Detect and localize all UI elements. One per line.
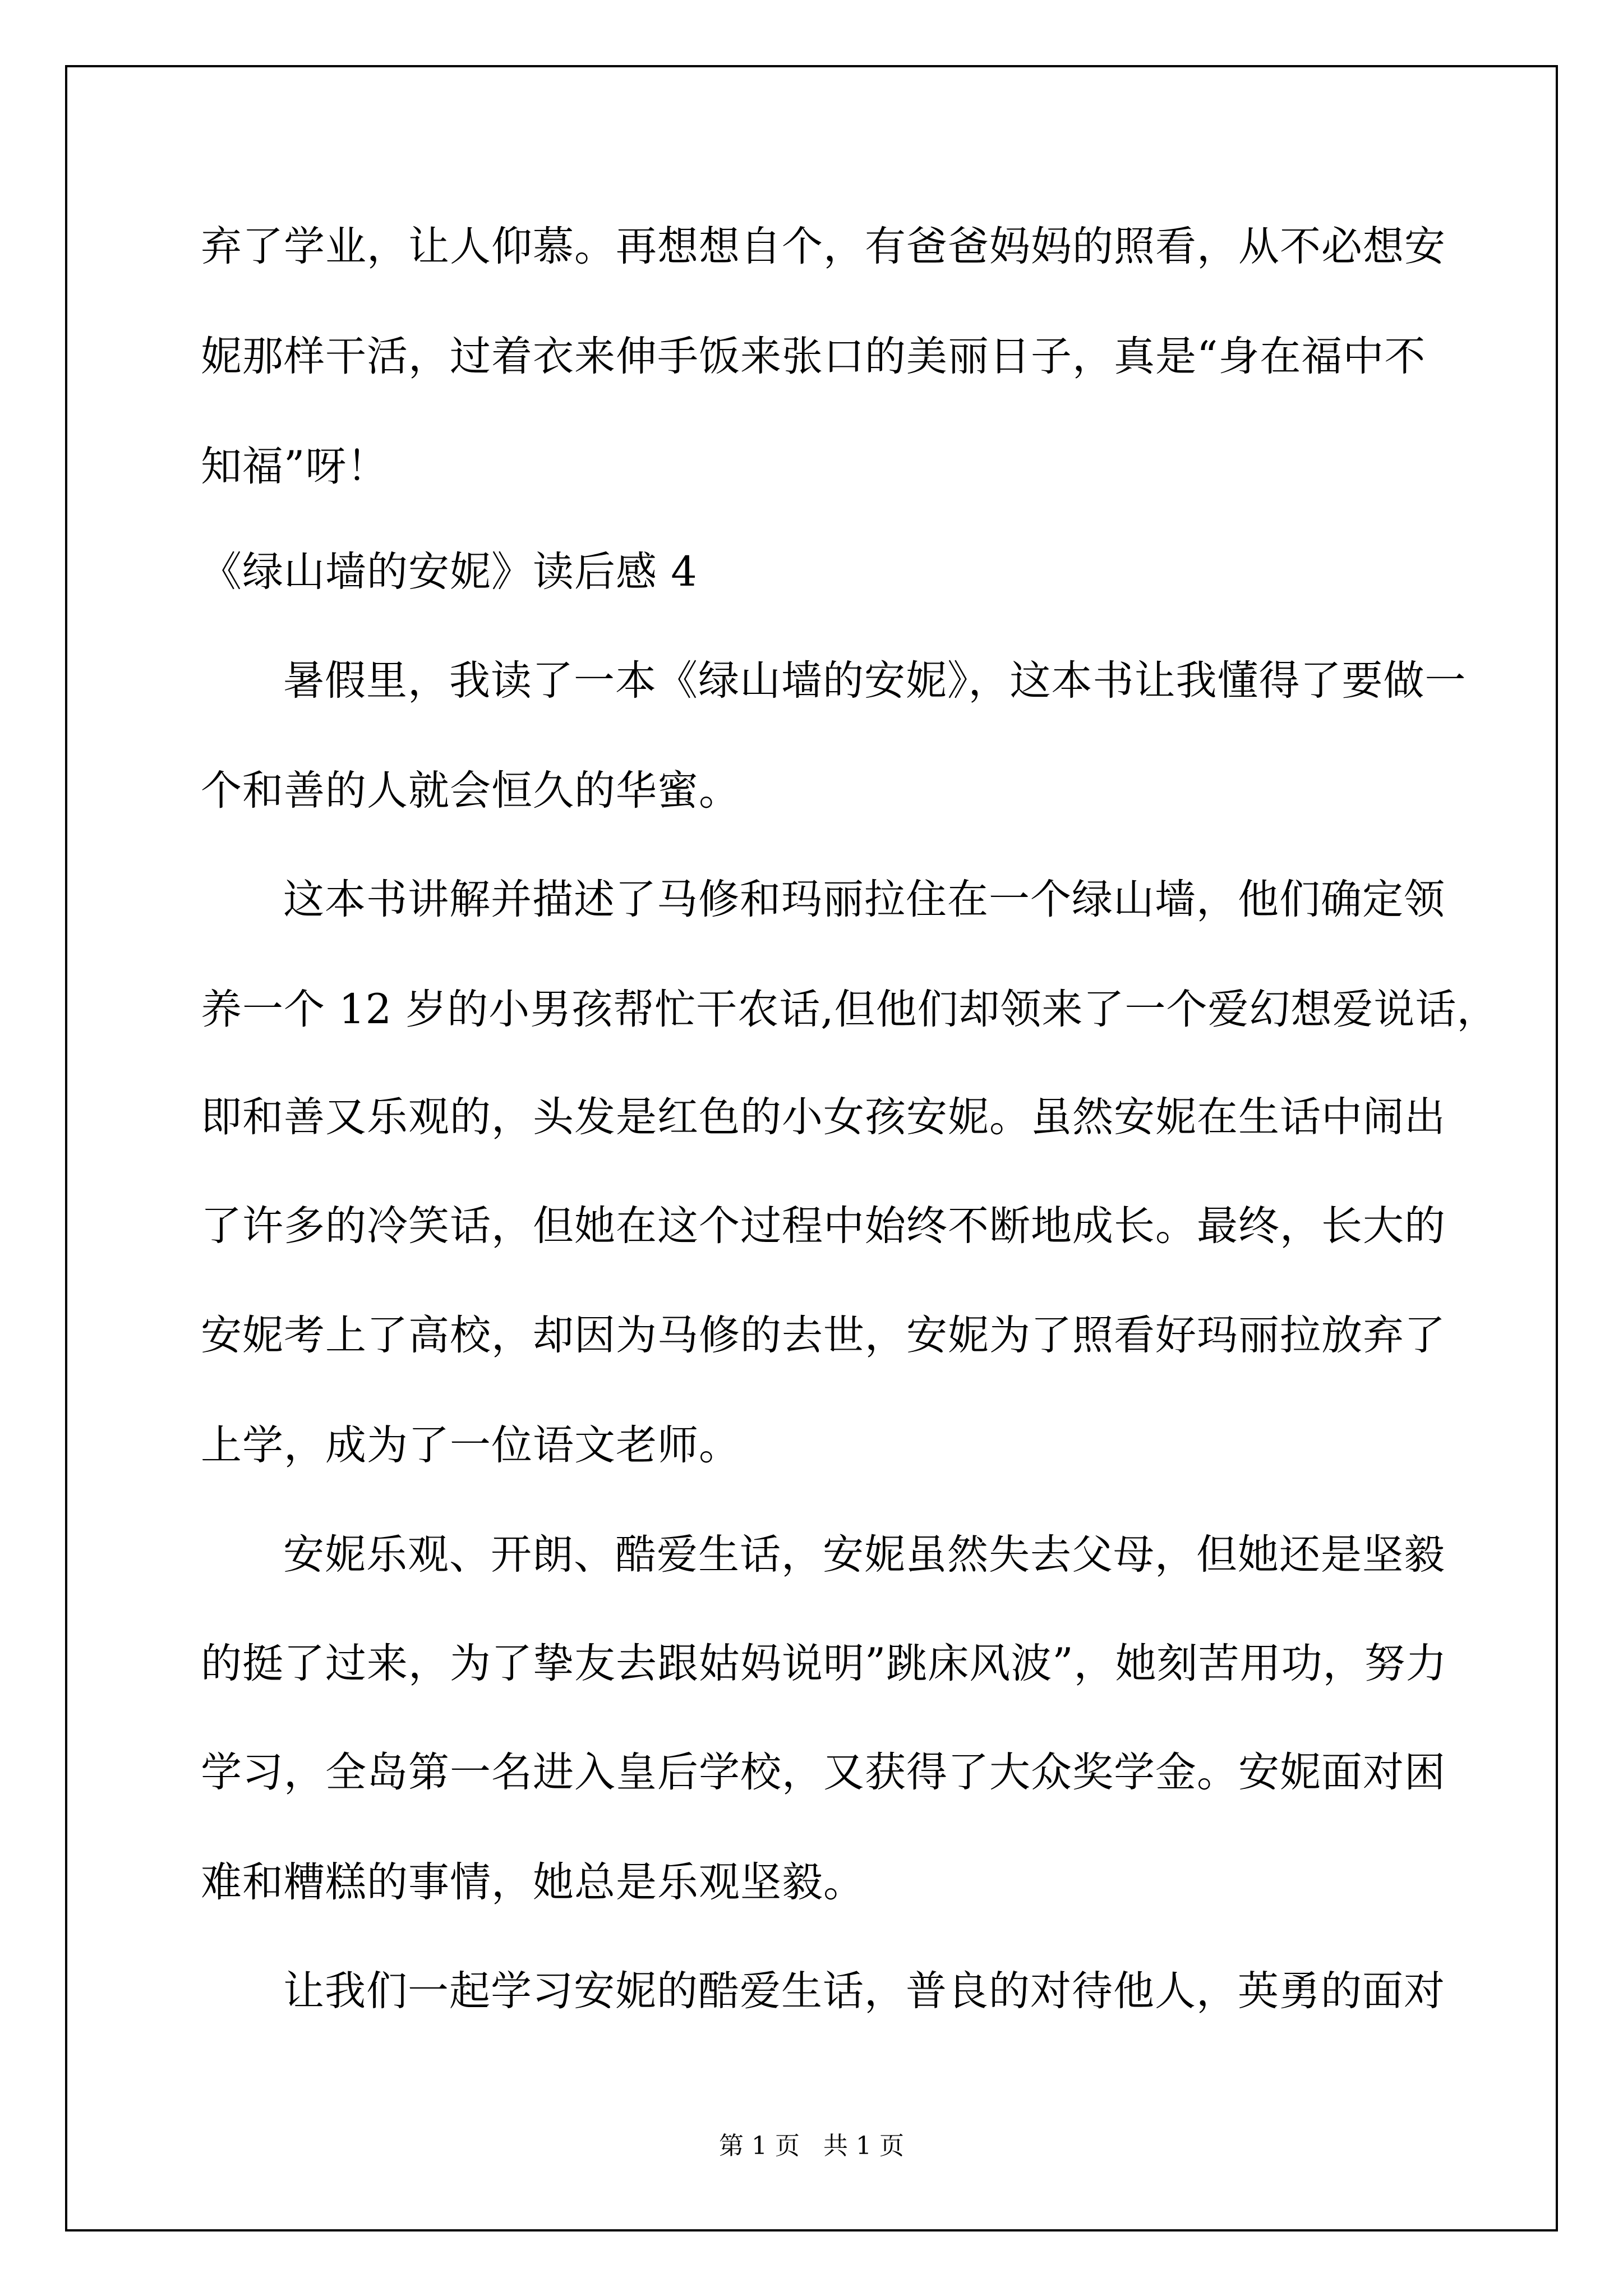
text-line: 安妮考上了高校，却因为马修的去世，安妮为了照看好玛丽拉放弃了 bbox=[201, 1312, 1446, 1359]
text-line: 上学，成为了一位语文老师。 bbox=[201, 1421, 740, 1469]
text-line: 知福”呀！ bbox=[201, 443, 389, 490]
text-line: 即和善又乐观的，头发是红色的小女孩安妮。虽然安妮在生话中闹出 bbox=[201, 1093, 1446, 1141]
section-heading: 《绿山墙的安妮》读后感 4 bbox=[201, 548, 698, 596]
text-line: 养一个 12 岁的小男孩帮忙干农话,但他们却领来了一个爱幻想爱说话， bbox=[201, 986, 1498, 1033]
text-line: 难和糟糕的事情，她总是乐观坚毅。 bbox=[201, 1858, 865, 1906]
paragraph-first-line: 安妮乐观、开朗、酷爱生话，安妮虽然失去父母，但她还是坚毅 bbox=[283, 1531, 1445, 1579]
text-line: 妮那样干活，过着衣来伸手饭来张口的美丽日子，真是“身在福中不 bbox=[201, 333, 1426, 380]
text-line: 个和善的人就会恒久的华蜜。 bbox=[201, 767, 740, 815]
paragraph-first-line: 这本书讲解并描述了马修和玛丽拉住在一个绿山墙，他们确定领 bbox=[283, 876, 1445, 923]
paragraph-first-line: 暑假里，我读了一本《绿山墙的安妮》，这本书让我懂得了要做一 bbox=[283, 657, 1467, 705]
text-line: 弃了学业，让人仰慕。再想想自个，有爸爸妈妈的照看，从不必想安 bbox=[201, 223, 1446, 270]
page-footer: 第 1 页 共 1 页 bbox=[719, 2132, 904, 2160]
text-line: 学习，全岛第一名进入皇后学校，又获得了大众奖学金。安妮面对困 bbox=[201, 1749, 1446, 1796]
text-line: 的挺了过来，为了挚友去跟姑妈说明”跳床风波”，她刻苦用功，努力 bbox=[201, 1640, 1447, 1687]
text-line: 了许多的冷笑话，但她在这个过程中始终不断地成长。最终，长大的 bbox=[201, 1202, 1446, 1250]
paragraph-first-line: 让我们一起学习安妮的酷爱生话，普良的对待他人，英勇的面对 bbox=[283, 1967, 1445, 2015]
